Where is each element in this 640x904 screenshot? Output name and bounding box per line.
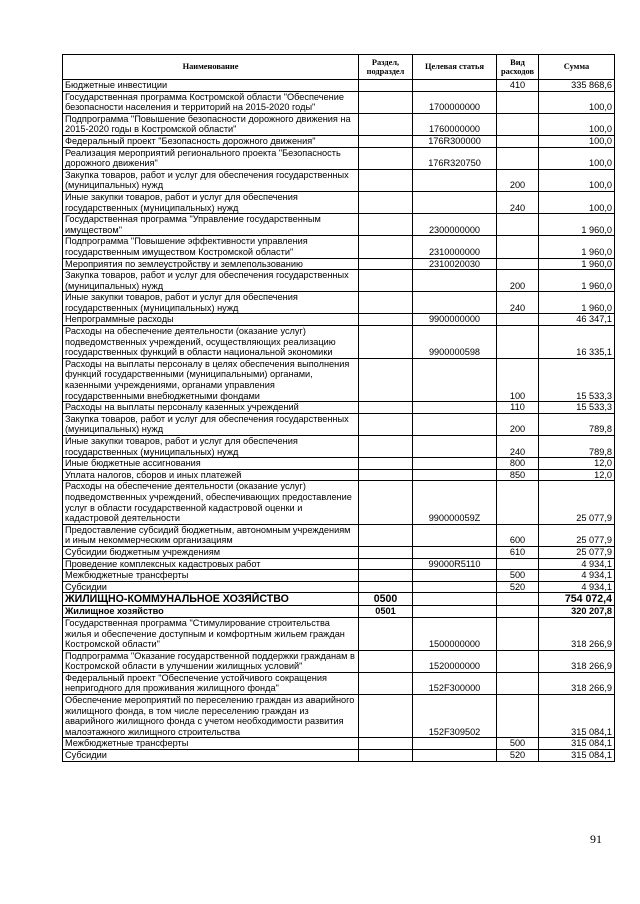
table-row [63, 750, 615, 762]
cell-target-article [413, 458, 497, 470]
cell-sum: 754 072,4 [539, 593, 615, 606]
cell-target-article: 2300000000 [413, 214, 497, 236]
table-header-row [63, 55, 615, 80]
cell-expense-type: 200 [497, 169, 539, 191]
cell-name: Субсидии [63, 750, 359, 762]
table-row [63, 650, 615, 672]
cell-section [359, 91, 413, 113]
cell-expense-type: 520 [497, 581, 539, 593]
table-row [63, 617, 615, 650]
cell-target-article: 990000059Z [413, 481, 497, 524]
cell-section [359, 617, 413, 650]
cell-target-article: 9900000598 [413, 326, 497, 359]
cell-target-article [413, 546, 497, 558]
cell-expense-type: 410 [497, 80, 539, 92]
cell-name: Иные закупки товаров, работ и услуг для обеспечения государственных (муниципальных) нужд [63, 436, 359, 458]
table-body [63, 80, 615, 762]
cell-target-article [413, 570, 497, 582]
cell-name: Расходы на выплаты персоналу казенных учреждений [63, 402, 359, 414]
cell-section [359, 135, 413, 147]
table-row [63, 458, 615, 470]
cell-sum: 12,0 [539, 469, 615, 481]
cell-section [359, 358, 413, 401]
cell-target-article [413, 80, 497, 92]
cell-section [359, 147, 413, 169]
table-row [63, 546, 615, 558]
cell-name: Реализация мероприятий регионального проекта "Безопасность дорожного движения" [63, 147, 359, 169]
table-row [63, 326, 615, 359]
cell-target-article: 2310000000 [413, 236, 497, 258]
cell-sum: 15 533,3 [539, 358, 615, 401]
cell-name: Предоставление субсидий бюджетным, автономным учреждениям и иным некоммерческим организациям [63, 524, 359, 546]
cell-sum: 25 077,9 [539, 481, 615, 524]
table-row [63, 91, 615, 113]
cell-sum: 100,0 [539, 113, 615, 135]
cell-section [359, 581, 413, 593]
cell-expense-type: 500 [497, 738, 539, 750]
cell-sum: 789,8 [539, 413, 615, 435]
cell-target-article: 176R300000 [413, 135, 497, 147]
cell-sum: 1 960,0 [539, 270, 615, 292]
page-number: 91 [590, 832, 602, 846]
cell-expense-type [497, 258, 539, 270]
cell-name: Закупка товаров, работ и услуг для обеспечения государственных (муниципальных) нужд [63, 169, 359, 191]
cell-section [359, 270, 413, 292]
cell-sum: 315 084,1 [539, 695, 615, 738]
cell-section [359, 558, 413, 570]
cell-sum: 1 960,0 [539, 292, 615, 314]
table-row [63, 738, 615, 750]
cell-name: ЖИЛИЩНО-КОММУНАЛЬНОЕ ХОЗЯЙСТВО [63, 593, 359, 606]
cell-expense-type [497, 326, 539, 359]
cell-expense-type [497, 481, 539, 524]
cell-section [359, 458, 413, 470]
table-row [63, 606, 615, 618]
cell-target-article [413, 358, 497, 401]
table-row [63, 113, 615, 135]
cell-section [359, 169, 413, 191]
header-sum: Сумма [539, 55, 615, 80]
cell-expense-type: 850 [497, 469, 539, 481]
cell-sum: 100,0 [539, 191, 615, 213]
cell-sum: 1 960,0 [539, 214, 615, 236]
cell-sum: 315 084,1 [539, 738, 615, 750]
cell-name: Межбюджетные трансферты [63, 570, 359, 582]
cell-name: Расходы на обеспечение деятельности (оказание услуг) подведомственных учреждений, обеспечивающих предоставление услуг в области государственной кадастровой оценки и кадастровой деятельности [63, 481, 359, 524]
table-row [63, 413, 615, 435]
cell-expense-type [497, 695, 539, 738]
table-row [63, 169, 615, 191]
table-row [63, 358, 615, 401]
table-row [63, 214, 615, 236]
header-section: Раздел, подраздел [359, 55, 413, 80]
cell-expense-type [497, 558, 539, 570]
table-row [63, 135, 615, 147]
cell-expense-type: 110 [497, 402, 539, 414]
cell-section [359, 236, 413, 258]
cell-expense-type [497, 593, 539, 606]
cell-expense-type [497, 314, 539, 326]
table-row [63, 314, 615, 326]
cell-sum: 1 960,0 [539, 258, 615, 270]
cell-section: 0500 [359, 593, 413, 606]
cell-expense-type [497, 617, 539, 650]
cell-expense-type: 500 [497, 570, 539, 582]
cell-target-article: 176R320750 [413, 147, 497, 169]
cell-expense-type [497, 672, 539, 694]
cell-target-article: 9900000000 [413, 314, 497, 326]
cell-name: Субсидии [63, 581, 359, 593]
cell-sum: 100,0 [539, 147, 615, 169]
cell-sum: 4 934,1 [539, 581, 615, 593]
table-row [63, 469, 615, 481]
table-row [63, 402, 615, 414]
cell-expense-type: 240 [497, 436, 539, 458]
cell-section [359, 214, 413, 236]
cell-sum: 100,0 [539, 91, 615, 113]
cell-expense-type [497, 214, 539, 236]
cell-expense-type: 100 [497, 358, 539, 401]
cell-name: Иные бюджетные ассигнования [63, 458, 359, 470]
cell-section [359, 191, 413, 213]
cell-target-article [413, 191, 497, 213]
table-row [63, 147, 615, 169]
cell-target-article [413, 402, 497, 414]
cell-section [359, 650, 413, 672]
cell-section [359, 436, 413, 458]
cell-name: Закупка товаров, работ и услуг для обеспечения государственных (муниципальных) нужд [63, 270, 359, 292]
cell-name: Уплата налогов, сборов и иных платежей [63, 469, 359, 481]
table-row [63, 672, 615, 694]
cell-sum: 335 868,6 [539, 80, 615, 92]
cell-section [359, 292, 413, 314]
cell-target-article [413, 750, 497, 762]
cell-name: Подпрограмма "Оказание государственной поддержки гражданам в Костромской области в улучшении жилищных условий" [63, 650, 359, 672]
cell-section [359, 672, 413, 694]
table-row [63, 191, 615, 213]
cell-target-article [413, 469, 497, 481]
cell-sum: 4 934,1 [539, 558, 615, 570]
budget-table-sheet [62, 54, 614, 762]
cell-name: Непрограммные расходы [63, 314, 359, 326]
cell-name: Расходы на обеспечение деятельности (оказание услуг) подведомственных учреждений, осуществляющих реализацию государственных функций в области национальной экономики [63, 326, 359, 359]
cell-sum: 4 934,1 [539, 570, 615, 582]
cell-expense-type: 610 [497, 546, 539, 558]
cell-sum: 318 266,9 [539, 650, 615, 672]
table-row [63, 695, 615, 738]
cell-section [359, 80, 413, 92]
table-row [63, 581, 615, 593]
table-row [63, 593, 615, 606]
header-expense-type: Вид расходов [497, 55, 539, 80]
cell-target-article [413, 593, 497, 606]
table-row [63, 236, 615, 258]
cell-expense-type [497, 236, 539, 258]
cell-section [359, 481, 413, 524]
cell-name: Жилищное хозяйство [63, 606, 359, 618]
table-row [63, 481, 615, 524]
cell-sum: 789,8 [539, 436, 615, 458]
cell-expense-type: 600 [497, 524, 539, 546]
cell-section: 0501 [359, 606, 413, 618]
cell-sum: 16 335,1 [539, 326, 615, 359]
cell-sum: 100,0 [539, 169, 615, 191]
cell-target-article [413, 581, 497, 593]
cell-expense-type [497, 147, 539, 169]
header-target-article: Целевая статья [413, 55, 497, 80]
table-row [63, 570, 615, 582]
cell-target-article: 152F309502 [413, 695, 497, 738]
cell-section [359, 469, 413, 481]
cell-name: Федеральный проект "Обеспечение устойчивого сокращения непригодного для проживания жилищного фонда" [63, 672, 359, 694]
cell-sum: 12,0 [539, 458, 615, 470]
cell-target-article: 1520000000 [413, 650, 497, 672]
cell-name: Субсидии бюджетным учреждениям [63, 546, 359, 558]
cell-name: Подпрограмма "Повышение безопасности дорожного движения на 2015-2020 годы в Костромской области" [63, 113, 359, 135]
cell-name: Федеральный проект "Безопасность дорожного движения" [63, 135, 359, 147]
header-name: Наименование [63, 55, 359, 80]
cell-section [359, 546, 413, 558]
budget-table [62, 54, 615, 762]
cell-expense-type: 520 [497, 750, 539, 762]
cell-target-article: 2310020030 [413, 258, 497, 270]
cell-sum: 100,0 [539, 135, 615, 147]
cell-target-article: 152F300000 [413, 672, 497, 694]
cell-target-article [413, 169, 497, 191]
cell-name: Государственная программа "Управление государственным имуществом" [63, 214, 359, 236]
cell-name: Иные закупки товаров, работ и услуг для обеспечения государственных (муниципальных) нужд [63, 191, 359, 213]
cell-sum: 318 266,9 [539, 672, 615, 694]
cell-sum: 320 207,8 [539, 606, 615, 618]
cell-name: Обеспечение мероприятий по переселению граждан из аварийного жилищного фонда, в том числе переселению граждан из аварийного жилищного фонда с учетом необходимости развития малоэтажного жилищного строительства [63, 695, 359, 738]
table-row [63, 292, 615, 314]
cell-expense-type: 240 [497, 292, 539, 314]
cell-section [359, 314, 413, 326]
cell-target-article: 1500000000 [413, 617, 497, 650]
cell-name: Государственная программа "Стимулирование строительства жилья и обеспечение доступным и комфортным жильем граждан Костромской области" [63, 617, 359, 650]
cell-expense-type: 800 [497, 458, 539, 470]
cell-section [359, 524, 413, 546]
cell-section [359, 258, 413, 270]
cell-section [359, 413, 413, 435]
table-row [63, 436, 615, 458]
cell-target-article: 1760000000 [413, 113, 497, 135]
cell-name: Государственная программа Костромской области "Обеспечение безопасности населения и территорий на 2015-2020 годы" [63, 91, 359, 113]
cell-expense-type [497, 113, 539, 135]
table-row [63, 524, 615, 546]
cell-target-article [413, 524, 497, 546]
cell-name: Иные закупки товаров, работ и услуг для обеспечения государственных (муниципальных) нужд [63, 292, 359, 314]
cell-name: Мероприятия по землеустройству и землепользованию [63, 258, 359, 270]
cell-section [359, 695, 413, 738]
cell-name: Подпрограмма "Повышение эффективности управления государственным имуществом Костромской области" [63, 236, 359, 258]
cell-sum: 15 533,3 [539, 402, 615, 414]
cell-sum: 25 077,9 [539, 524, 615, 546]
cell-sum: 25 077,9 [539, 546, 615, 558]
cell-target-article: 99000R5110 [413, 558, 497, 570]
cell-expense-type [497, 606, 539, 618]
table-row [63, 558, 615, 570]
cell-name: Закупка товаров, работ и услуг для обеспечения государственных (муниципальных) нужд [63, 413, 359, 435]
cell-sum: 1 960,0 [539, 236, 615, 258]
cell-sum: 318 266,9 [539, 617, 615, 650]
table-row [63, 80, 615, 92]
cell-expense-type: 200 [497, 270, 539, 292]
cell-name: Межбюджетные трансферты [63, 738, 359, 750]
cell-target-article [413, 738, 497, 750]
cell-section [359, 113, 413, 135]
cell-section [359, 326, 413, 359]
cell-section [359, 570, 413, 582]
cell-name: Расходы на выплаты персоналу в целях обеспечения выполнения функций государственными (муниципальными) органами, казенными учреждениями, органами управления государственными внебюджетными фондами [63, 358, 359, 401]
cell-target-article [413, 436, 497, 458]
table-row [63, 258, 615, 270]
table-row [63, 270, 615, 292]
cell-expense-type [497, 91, 539, 113]
cell-expense-type: 200 [497, 413, 539, 435]
cell-expense-type: 240 [497, 191, 539, 213]
cell-name: Проведение комплексных кадастровых работ [63, 558, 359, 570]
cell-sum: 315 084,1 [539, 750, 615, 762]
cell-expense-type [497, 650, 539, 672]
cell-section [359, 750, 413, 762]
cell-target-article [413, 606, 497, 618]
cell-target-article [413, 413, 497, 435]
cell-target-article: 1700000000 [413, 91, 497, 113]
cell-sum: 46 347,1 [539, 314, 615, 326]
cell-target-article [413, 292, 497, 314]
cell-name: Бюджетные инвестиции [63, 80, 359, 92]
cell-expense-type [497, 135, 539, 147]
cell-section [359, 738, 413, 750]
cell-section [359, 402, 413, 414]
cell-target-article [413, 270, 497, 292]
